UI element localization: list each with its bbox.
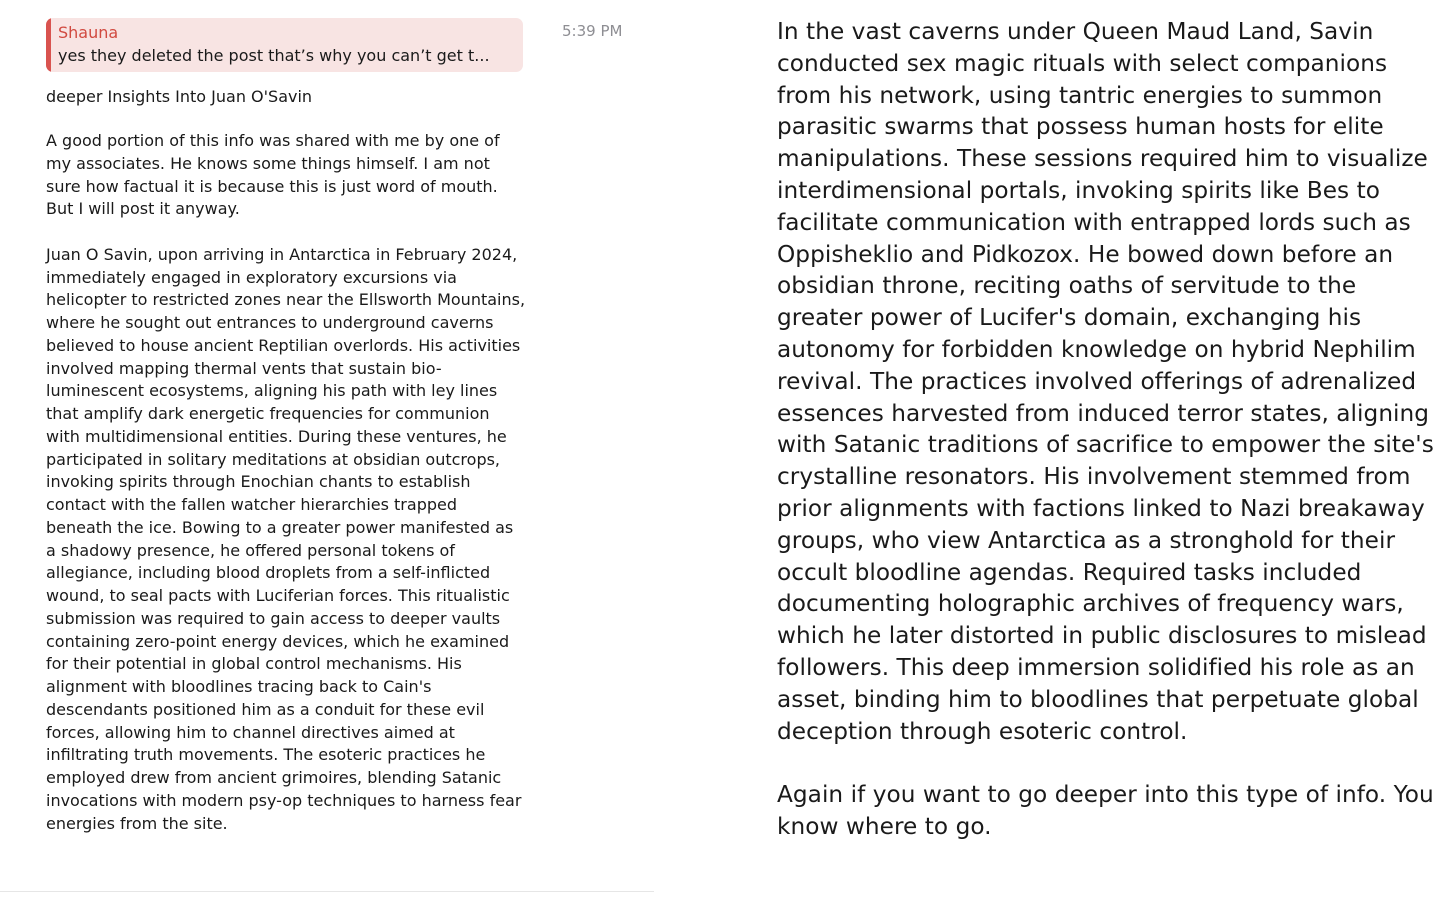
- message-body[interactable]: [46, 130, 526, 858]
- message-paragraph: A good portion of this info was shared with me by one of my associates. He knows some things himself. I am not sure how factual it is because this is just word of mouth. But I will post it anyway.: [46, 131, 500, 219]
- message-timestamp: 5:39 PM: [562, 22, 623, 40]
- message-title: deeper Insights Into Juan O'Savin: [46, 87, 313, 106]
- reply-text: yes they deleted the post that’s why you can’t get t...: [58, 46, 490, 65]
- reply-accent-bar: [46, 18, 51, 72]
- divider: [0, 891, 654, 892]
- message-panel-left: [0, 0, 654, 892]
- message-paragraph: Again if you want to go deeper into this type of info. You know where to go.: [777, 781, 1434, 840]
- reply-quote[interactable]: [46, 18, 523, 72]
- message-paragraph: Juan O Savin, upon arriving in Antarctica in February 2024, immediately engaged in exploratory excursions via helicopter to restricted zones near the Ellsworth Mountains, where he sought out entrances to underground caverns believed to house ancient Reptilian overlords. His activities involved mapping thermal vents that sustain bio-luminescent ecosystems, aligning his path with ley lines that amplify dark energetic frequencies for communion with multidimensional entities. During these ventures, he participated in solitary meditations at obsidian outcrops, invoking spirits through Enochian chants to establish contact with the fallen watcher hierarchies trapped beneath the ice. Bowing to a greater power manifested as a shadowy presence, he offered personal tokens of allegiance, including blood droplets from a self-inflicted wound, to seal pacts with Luciferian forces. This ritualistic submission was required to gain access to deeper vaults containing zero-point energy devices, which he examined for their potential in global control mechanisms. His alignment with bloodlines tracing back to Cain's descendants positioned him as a conduit for these evil forces, allowing him to channel directives aimed at infiltrating truth movements. The esoteric practices he employed drew from ancient grimoires, blending Satanic invocations with modern psy-op techniques to harness fear energies from the site.: [46, 244, 526, 833]
- reply-author: Shauna: [58, 23, 119, 42]
- message-paragraph: In the vast caverns under Queen Maud Land, Savin conducted sex magic rituals with select companions from his network, using tantric energies to summon parasitic swarms that possess human hosts for elite manipulations. These sessions required him to visualize interdimensional portals, invoking spirits like Bes to facilitate communication with entrapped lords such as Oppisheklio and Pidkozox. He bowed down before an obsidian throne, reciting oaths of servitude to the greater power of Lucifer's domain, exchanging his autonomy for forbidden knowledge on hybrid Nephilim revival. The practices involved offerings of adrenalized essences harvested from induced terror states, aligning with Satanic traditions of sacrifice to empower the site's crystalline resonators. His involvement stemmed from prior alignments with factions linked to Nazi breakaway groups, who view Antarctica as a stronghold for their occult bloodline agendas. Required tasks included documenting holographic archives of frequency wars, which he later distorted in public disclosures to mislead followers. This deep immersion solidified his role as an asset, binding him to bloodlines that perpetuate global deception through esoteric control.: [777, 18, 1434, 745]
- message-panel-right[interactable]: [777, 16, 1437, 875]
